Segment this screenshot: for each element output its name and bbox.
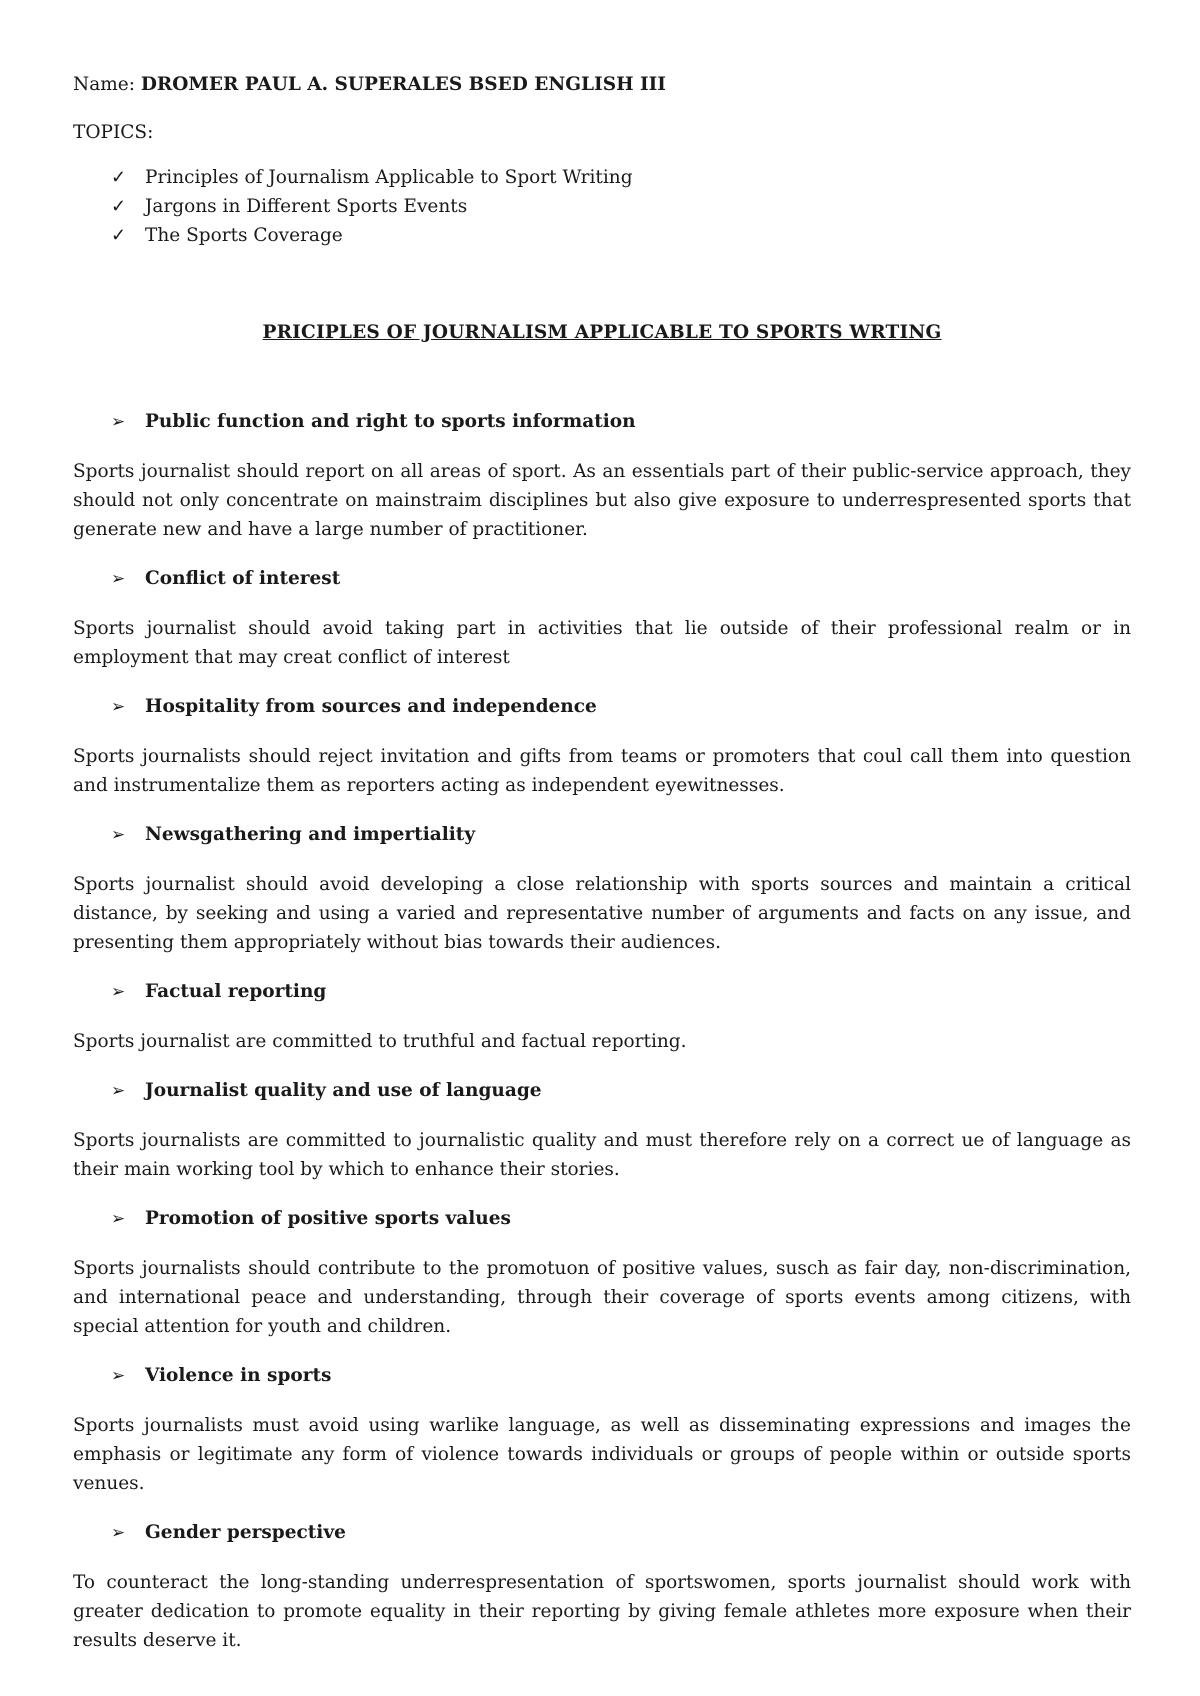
section-heading bbox=[73, 1518, 1131, 1548]
name-value: DROMER PAUL A. SUPERALES BSED ENGLISH III bbox=[140, 74, 666, 95]
arrow-right-icon: ➢ bbox=[111, 825, 126, 845]
section-heading-text: Violence in sports bbox=[145, 1365, 332, 1386]
section-body: Sports journalists must avoid using warlike language, as well as disseminating expressions and images the emphasis or legitimate any form of violence towards individuals or groups of people within or outside sports venues. bbox=[73, 1415, 1131, 1494]
document-page bbox=[73, 70, 1131, 1675]
section-heading-text: Promotion of positive sports values bbox=[145, 1208, 511, 1229]
arrow-right-icon: ➢ bbox=[111, 1523, 126, 1543]
name-label: Name: bbox=[73, 74, 135, 95]
check-icon: ✓ bbox=[111, 167, 127, 188]
section-heading-text: Journalist quality and use of language bbox=[145, 1080, 542, 1101]
check-icon: ✓ bbox=[111, 225, 127, 246]
arrow-right-icon: ➢ bbox=[111, 697, 126, 717]
section-body: Sports journalists should contribute to the promotuon of positive values, susch as fair day, non-discrimination, and international peace and understanding, through their coverage of sports events among citizens, with special attention for youth and children. bbox=[73, 1258, 1131, 1337]
arrow-right-icon: ➢ bbox=[111, 1209, 126, 1229]
section-heading-text: Public function and right to sports information bbox=[145, 411, 636, 432]
section-heading bbox=[73, 1361, 1131, 1391]
section-heading-text: Factual reporting bbox=[145, 981, 327, 1002]
topic-item bbox=[111, 221, 1131, 250]
topic-item bbox=[111, 163, 1131, 192]
principles-sections bbox=[73, 407, 1131, 1655]
section-body: Sports journalist should avoid taking part in activities that lie outside of their professional realm or in employment that may creat conflict of interest bbox=[73, 618, 1131, 668]
check-icon: ✓ bbox=[111, 196, 127, 217]
section-heading-text: Conflict of interest bbox=[145, 568, 341, 589]
topics-list bbox=[73, 163, 1131, 250]
section-heading bbox=[73, 977, 1131, 1007]
section-body: Sports journalist are committed to truthful and factual reporting. bbox=[73, 1031, 687, 1052]
section-heading-text: Hospitality from sources and independence bbox=[145, 696, 597, 717]
page-title: PRICIPLES OF JOURNALISM APPLICABLE TO SPORTS WRTING bbox=[262, 322, 942, 343]
arrow-right-icon: ➢ bbox=[111, 982, 126, 1002]
arrow-right-icon: ➢ bbox=[111, 1081, 126, 1101]
topic-item bbox=[111, 192, 1131, 221]
section-heading bbox=[73, 564, 1131, 594]
section-heading bbox=[73, 692, 1131, 722]
section-heading-text: Gender perspective bbox=[145, 1522, 346, 1543]
arrow-right-icon: ➢ bbox=[111, 412, 126, 432]
name-line bbox=[73, 70, 1131, 99]
topics-label: TOPICS: bbox=[73, 122, 154, 143]
section-body: Sports journalists should reject invitation and gifts from teams or promoters that coul call them into question and instrumentalize them as reporters acting as independent eyewitnesses. bbox=[73, 746, 1131, 796]
section-heading bbox=[73, 1204, 1131, 1234]
section-heading-text: Newsgathering and impertiality bbox=[145, 824, 476, 845]
topic-text: The Sports Coverage bbox=[145, 225, 343, 246]
section-body: Sports journalist should report on all areas of sport. As an essentials part of their public-service approach, they should not only concentrate on mainstraim disciplines but also give exposure to underrespresented sports that generate new and have a large number of practitioner. bbox=[73, 461, 1131, 540]
section-heading bbox=[73, 820, 1131, 850]
section-heading bbox=[73, 407, 1131, 437]
section-body: To counteract the long-standing underrespresentation of sportswomen, sports journalist should work with greater dedication to promote equality in their reporting by giving female athletes more exposure when their results deserve it. bbox=[73, 1572, 1131, 1651]
arrow-right-icon: ➢ bbox=[111, 569, 126, 589]
topic-text: Principles of Journalism Applicable to Sport Writing bbox=[145, 167, 633, 188]
section-heading bbox=[73, 1076, 1131, 1106]
arrow-right-icon: ➢ bbox=[111, 1366, 126, 1386]
topic-text: Jargons in Different Sports Events bbox=[145, 196, 468, 217]
section-body: Sports journalists are committed to journalistic quality and must therefore rely on a correct ue of language as their main working tool by which to enhance their stories. bbox=[73, 1130, 1131, 1180]
section-body: Sports journalist should avoid developing a close relationship with sports sources and maintain a critical distance, by seeking and using a varied and representative number of arguments and facts on any issue, and presenting them appropriately without bias towards their audiences. bbox=[73, 874, 1131, 953]
